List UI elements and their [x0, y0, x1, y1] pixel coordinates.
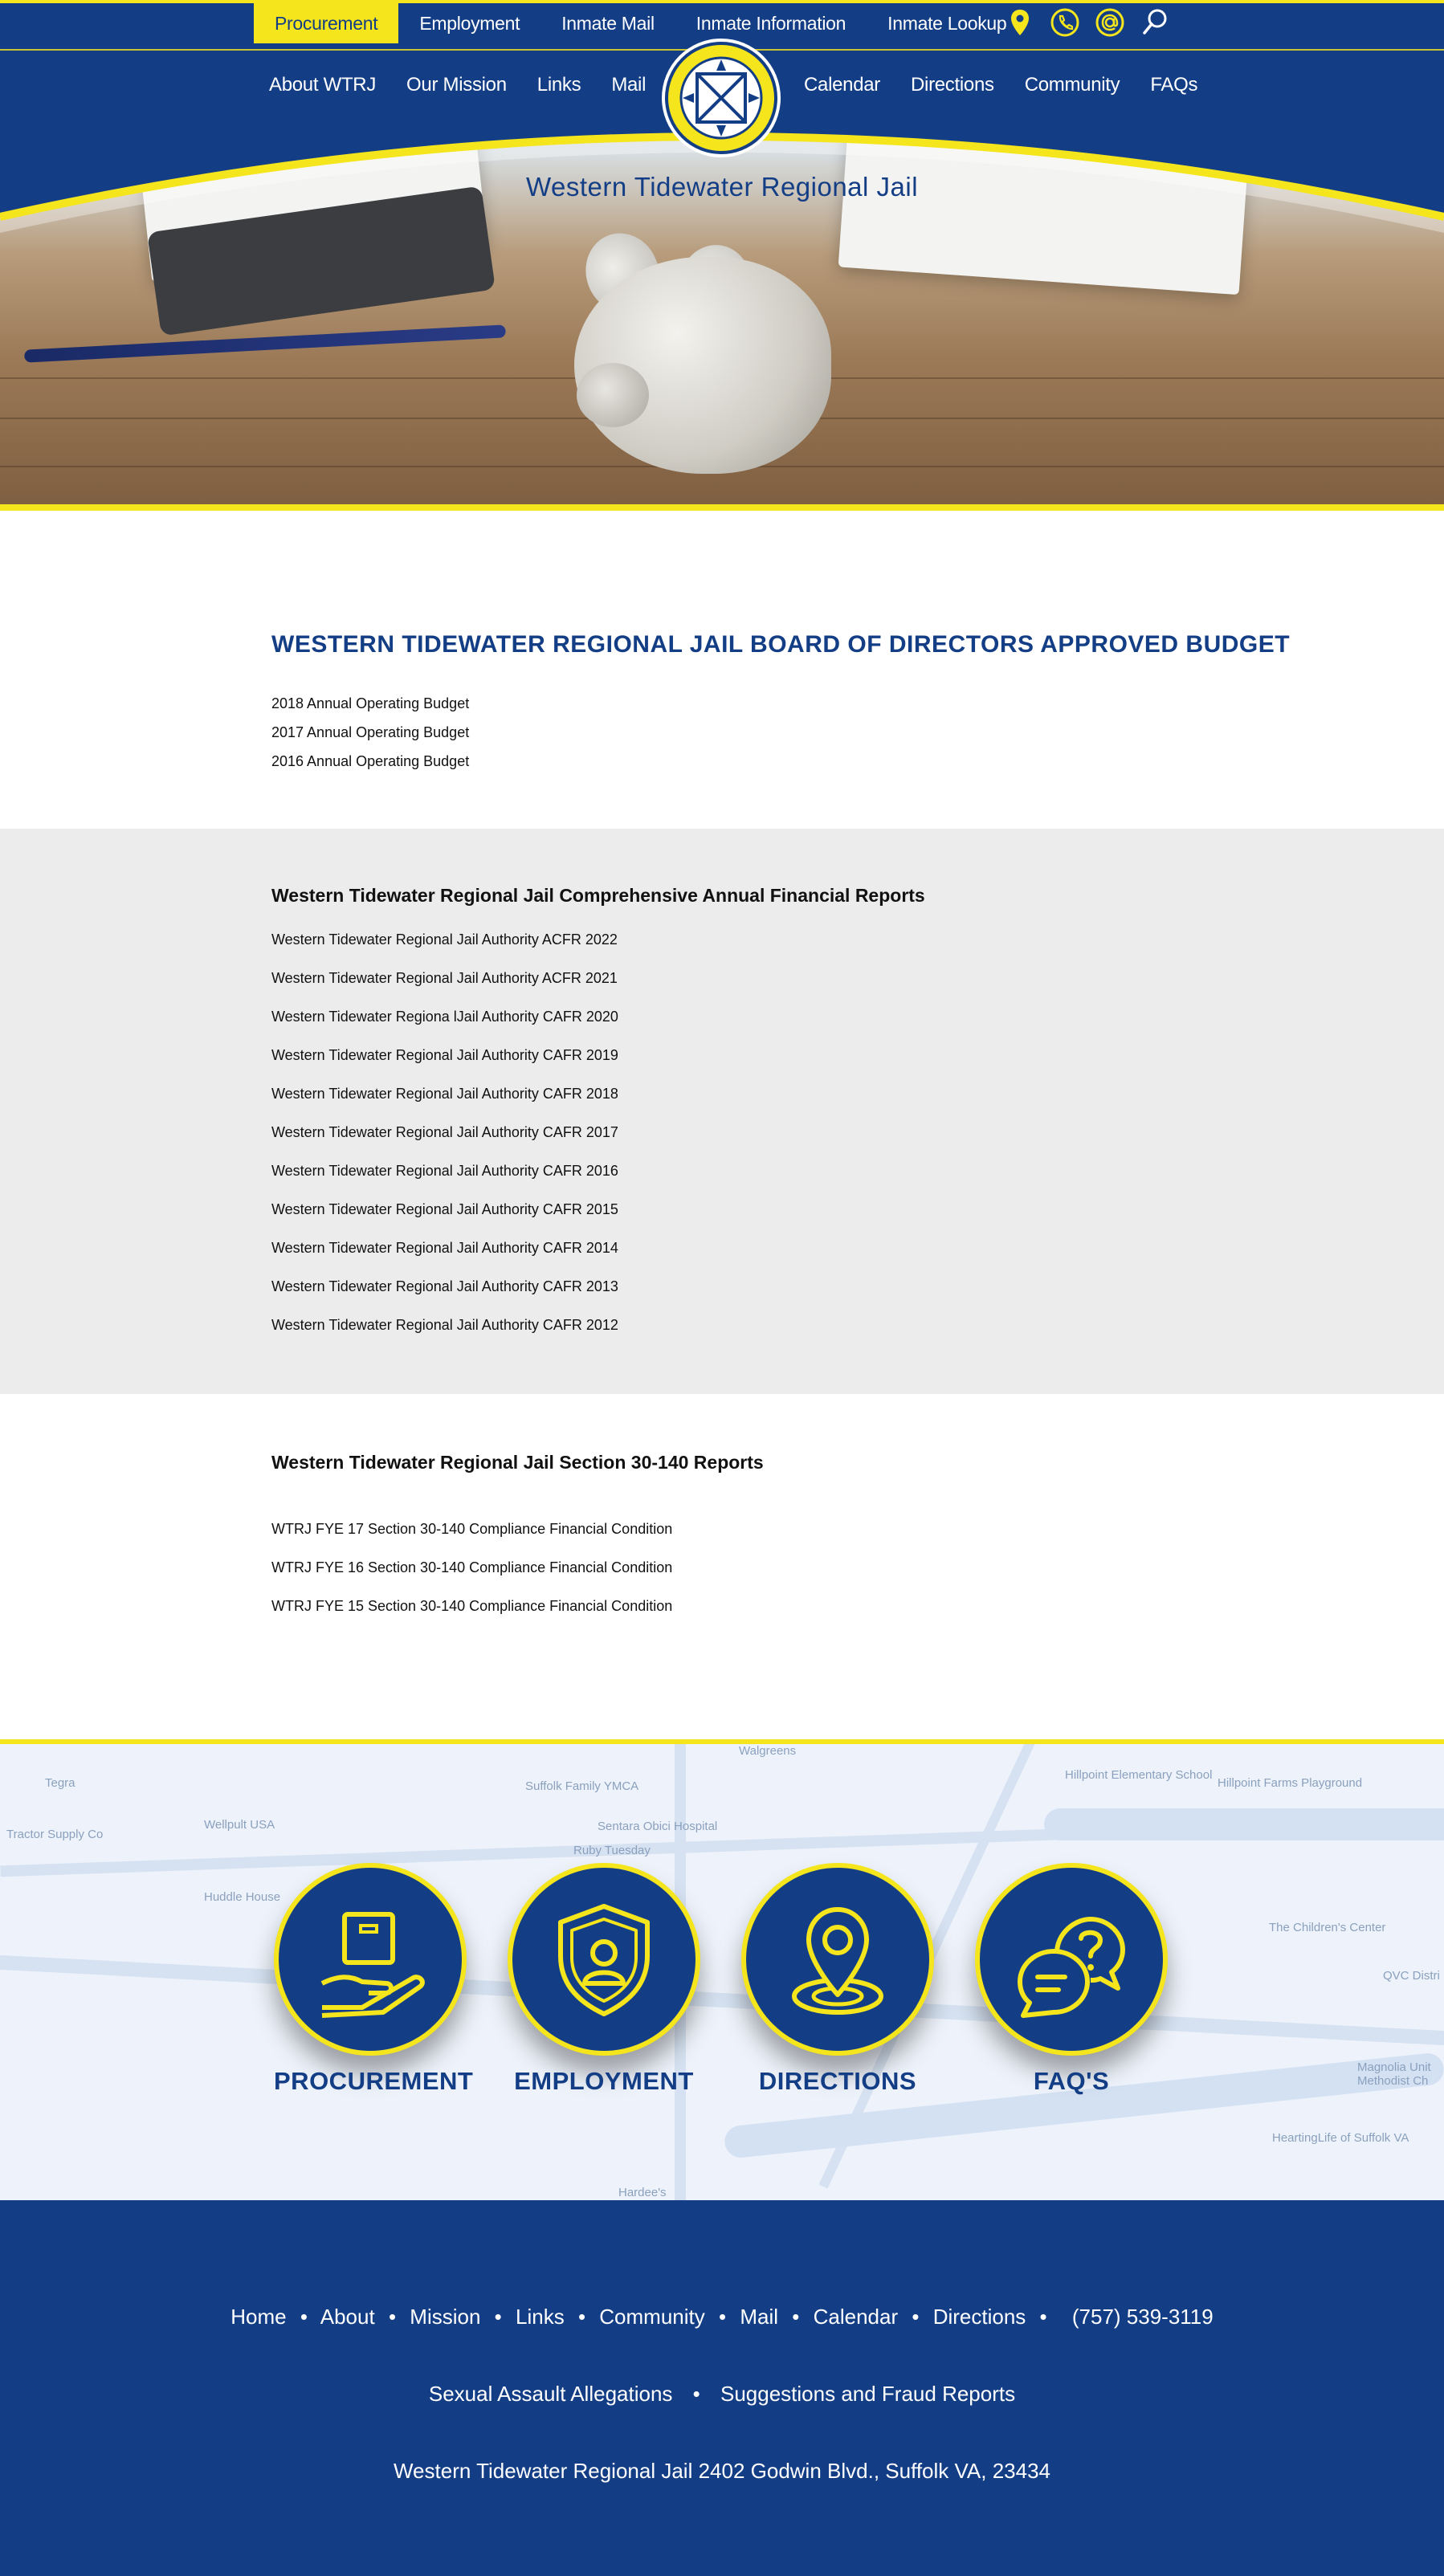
topnav-inmate-information[interactable]: Inmate Information — [695, 13, 846, 34]
main-navigation-left — [254, 74, 661, 96]
cafr-link[interactable]: Western Tidewater Regional Jail Authority CAFR 2019 — [271, 1047, 618, 1063]
map-label: Magnolia Unit Methodist Ch — [1357, 2060, 1431, 2088]
question-chat-icon — [1007, 1895, 1136, 2024]
cafr-link[interactable]: Western Tidewater Regiona lJail Authority CAFR 2020 — [271, 1009, 618, 1025]
section-30-140-link-list — [271, 1510, 672, 1625]
main-navigation-right — [789, 74, 1213, 96]
topnav-procurement[interactable]: Procurement — [254, 3, 398, 43]
footer-phone-link[interactable]: (757) 539-3119 — [1071, 2305, 1214, 2329]
section-30-140-reports — [0, 1394, 1444, 1739]
mainnav-about-wtrj[interactable]: About WTRJ — [269, 74, 377, 96]
map-label: Walgreens — [739, 1744, 797, 1758]
footer-link-sexual-assault-allegations[interactable]: Sexual Assault Allegations — [428, 2382, 673, 2406]
footer-link-community[interactable]: Community — [599, 2305, 705, 2329]
topnav-employment[interactable]: Employment — [419, 13, 520, 34]
cta-label[interactable]: FAQ'S — [1033, 2067, 1110, 2095]
hero-piggy-bank-snout — [577, 363, 649, 427]
cafr-reports-section — [0, 829, 1444, 1394]
cafr-link[interactable]: Western Tidewater Regional Jail Authority CAFR 2014 — [271, 1240, 618, 1256]
hero-bottom-line — [0, 504, 1444, 511]
map-label: Suffolk Family YMCA — [525, 1779, 639, 1793]
cafr-link-list — [271, 920, 618, 1344]
map-label: Ruby Tuesday — [573, 1844, 651, 1857]
map-label: Huddle House — [204, 1890, 281, 1904]
cta-faqs[interactable] — [975, 1863, 1168, 2096]
topnav-inmate-mail[interactable]: Inmate Mail — [561, 13, 655, 34]
wtrj-seal-logo[interactable] — [659, 35, 784, 161]
site-footer — [0, 2200, 1444, 2576]
mainnav-directions[interactable]: Directions — [911, 74, 994, 96]
cafr-link[interactable]: Western Tidewater Regional Jail Authority CAFR 2012 — [271, 1317, 618, 1333]
budget-link-list — [271, 689, 469, 776]
cta-procurement[interactable] — [274, 1863, 474, 2096]
mainnav-calendar[interactable]: Calendar — [804, 74, 880, 96]
map-label: Tractor Supply Co — [6, 1828, 104, 1841]
cta-label[interactable]: PROCUREMENT — [274, 2067, 474, 2095]
cafr-link[interactable]: Western Tidewater Regional Jail Authority CAFR 2015 — [271, 1201, 618, 1217]
cafr-link[interactable]: Western Tidewater Regional Jail Authority ACFR 2022 — [271, 931, 618, 948]
map-pin-icon — [773, 1895, 902, 2024]
search-icon[interactable] — [1139, 6, 1171, 39]
top-icon-bar — [1004, 6, 1171, 39]
footer-link-suggestions-fraud[interactable]: Suggestions and Fraud Reports — [720, 2382, 1016, 2406]
map-label: Tegra — [45, 1776, 75, 1790]
mainnav-faqs[interactable]: FAQs — [1150, 74, 1198, 96]
phone-icon[interactable] — [1049, 6, 1081, 39]
map-label: HeartingLife of Suffolk VA — [1272, 2131, 1409, 2145]
email-at-icon[interactable] — [1094, 6, 1126, 39]
cta-employment[interactable] — [508, 1863, 700, 2096]
cta-directions[interactable] — [741, 1863, 934, 2096]
section-30-140-link[interactable]: WTRJ FYE 16 Section 30-140 Compliance Financial Condition — [271, 1559, 673, 1575]
footer-address: Western Tidewater Regional Jail 2402 Godwin Blvd., Suffolk VA, 23434 — [393, 2459, 1051, 2483]
cafr-link[interactable]: Western Tidewater Regional Jail Authority CAFR 2013 — [271, 1278, 618, 1294]
section-30-140-link[interactable]: WTRJ FYE 15 Section 30-140 Compliance Financial Condition — [271, 1598, 673, 1614]
cta-label[interactable]: EMPLOYMENT — [514, 2067, 694, 2095]
footer-link-calendar[interactable]: Calendar — [813, 2305, 899, 2329]
topnav-inmate-lookup[interactable]: Inmate Lookup — [887, 13, 1007, 34]
section-30-140-link[interactable]: WTRJ FYE 17 Section 30-140 Compliance Financial Condition — [271, 1521, 673, 1537]
hand-package-icon — [306, 1895, 434, 2024]
map-cta-section — [0, 1739, 1444, 2200]
map-label: The Children's Center — [1269, 1921, 1386, 1934]
cafr-link[interactable]: Western Tidewater Regional Jail Authority ACFR 2021 — [271, 970, 618, 986]
budget-link[interactable]: 2017 Annual Operating Budget — [271, 724, 470, 740]
mainnav-mail[interactable]: Mail — [611, 74, 647, 96]
mainnav-community[interactable]: Community — [1024, 74, 1120, 96]
map-label: Wellpult USA — [204, 1818, 275, 1832]
shield-person-icon — [540, 1895, 668, 2024]
hero-pen-decoration — [24, 324, 506, 362]
cta-label[interactable]: DIRECTIONS — [758, 2067, 917, 2095]
map-label: Hillpoint Elementary School — [1065, 1768, 1213, 1782]
footer-nav-row: Home • About • Mission • Links • Community • Mail • Calendar • Directions • (757) 539-3119 — [230, 2305, 1214, 2329]
cafr-link[interactable]: Western Tidewater Regional Jail Authority CAFR 2017 — [271, 1124, 618, 1140]
section-30-140-heading: Western Tidewater Regional Jail Section 30-140 Reports — [271, 1452, 764, 1473]
map-label: QVC Distri — [1383, 1969, 1440, 1983]
map-label: Hardee's — [618, 2186, 667, 2199]
cafr-link[interactable]: Western Tidewater Regional Jail Authority CAFR 2018 — [271, 1086, 618, 1102]
map-label: Hillpoint Farms Playground — [1218, 1776, 1363, 1790]
budget-link[interactable]: 2016 Annual Operating Budget — [271, 753, 470, 769]
cta-circle[interactable] — [741, 1863, 934, 2056]
approved-budget-section — [0, 511, 1444, 829]
cta-circle[interactable] — [274, 1863, 467, 2056]
footer-link-about[interactable]: About — [320, 2305, 375, 2329]
footer-link-mission[interactable]: Mission — [410, 2305, 481, 2329]
cafr-link[interactable]: Western Tidewater Regional Jail Authority CAFR 2016 — [271, 1163, 618, 1179]
footer-link-home[interactable]: Home — [230, 2305, 287, 2329]
mainnav-links[interactable]: Links — [536, 74, 581, 96]
footer-link-mail[interactable]: Mail — [740, 2305, 779, 2329]
budget-link[interactable]: 2018 Annual Operating Budget — [271, 695, 470, 711]
mainnav-our-mission[interactable]: Our Mission — [406, 74, 507, 96]
cta-circle[interactable] — [975, 1863, 1168, 2056]
footer-link-links[interactable]: Links — [516, 2305, 565, 2329]
location-pin-icon[interactable] — [1004, 6, 1036, 39]
cafr-heading: Western Tidewater Regional Jail Comprehensive Annual Financial Reports — [271, 885, 925, 906]
budget-heading: WESTERN TIDEWATER REGIONAL JAIL BOARD OF DIRECTORS APPROVED BUDGET — [271, 631, 1291, 658]
cta-circle[interactable] — [508, 1863, 700, 2056]
map-label: Sentara Obici Hospital — [598, 1820, 718, 1833]
footer-reports-row: Sexual Assault Allegations • Suggestions and Fraud Reports — [428, 2382, 1016, 2406]
site-title: Western Tidewater Regional Jail — [525, 172, 919, 202]
top-navigation — [254, 3, 1027, 43]
footer-link-directions[interactable]: Directions — [932, 2305, 1026, 2329]
